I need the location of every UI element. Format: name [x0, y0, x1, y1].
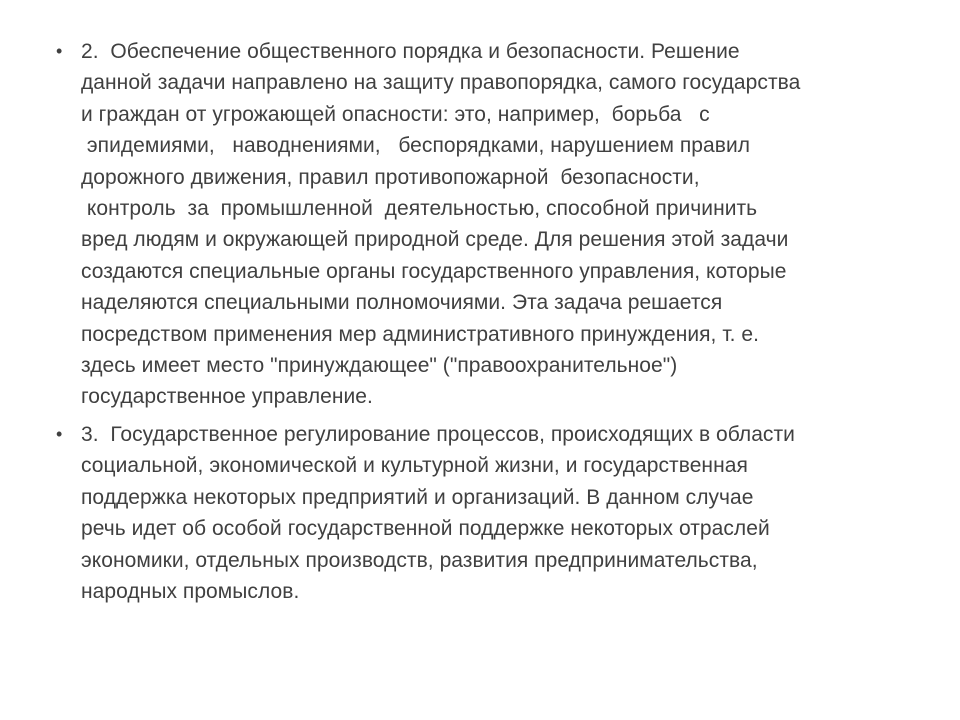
text-line: 3. Государственное регулирование процессов, происходящих в области: [81, 422, 795, 446]
text-line: социальной, экономической и культурной жизни, и государственная: [81, 454, 748, 478]
text-line: дорожного движения, правил противопожарной безопасности,: [81, 165, 700, 189]
bullet-list: [56, 36, 916, 607]
text-line: посредством применения мер административного принуждения, т. е.: [81, 322, 760, 346]
text-line: вред людям и окружающей природной среде. Для решения этой задачи: [81, 228, 789, 252]
text-line: данной задачи направлено на защиту правопорядка, самого государства: [81, 71, 801, 95]
text-line: экономики, отдельных производств, развития предпринимательства,: [81, 548, 758, 572]
text-line: эпидемиями, наводнениями, беспорядками, нарушением правил: [81, 134, 751, 158]
text-line: 2. Обеспечение общественного порядка и безопасности. Решение: [81, 40, 740, 63]
bullet-dot-icon: •: [56, 423, 63, 444]
text-line: речь идет об особой государственной поддержке некоторых отраслей: [81, 517, 770, 541]
text-line: поддержка некоторых предприятий и организаций. В данном случае: [81, 485, 754, 509]
text-line: здесь имеет место "принуждающее" ("правоохранительное"): [81, 354, 678, 378]
text-line: наделяются специальными полномочиями. Эта задача решается: [81, 291, 723, 315]
text-line: народных промыслов.: [81, 579, 300, 603]
text-line: создаются специальные органы государственного управления, которые: [81, 259, 787, 283]
bullet-item-state-regulation: [56, 419, 916, 607]
text-line: контроль за промышленной деятельностью, способной причинить: [81, 197, 758, 221]
bullet-item-public-order: [56, 36, 916, 413]
bullet-dot-icon: •: [56, 41, 63, 61]
text-line: и граждан от угрожающей опасности: это, например, борьба с: [81, 102, 710, 126]
text-line: государственное управление.: [81, 385, 373, 409]
